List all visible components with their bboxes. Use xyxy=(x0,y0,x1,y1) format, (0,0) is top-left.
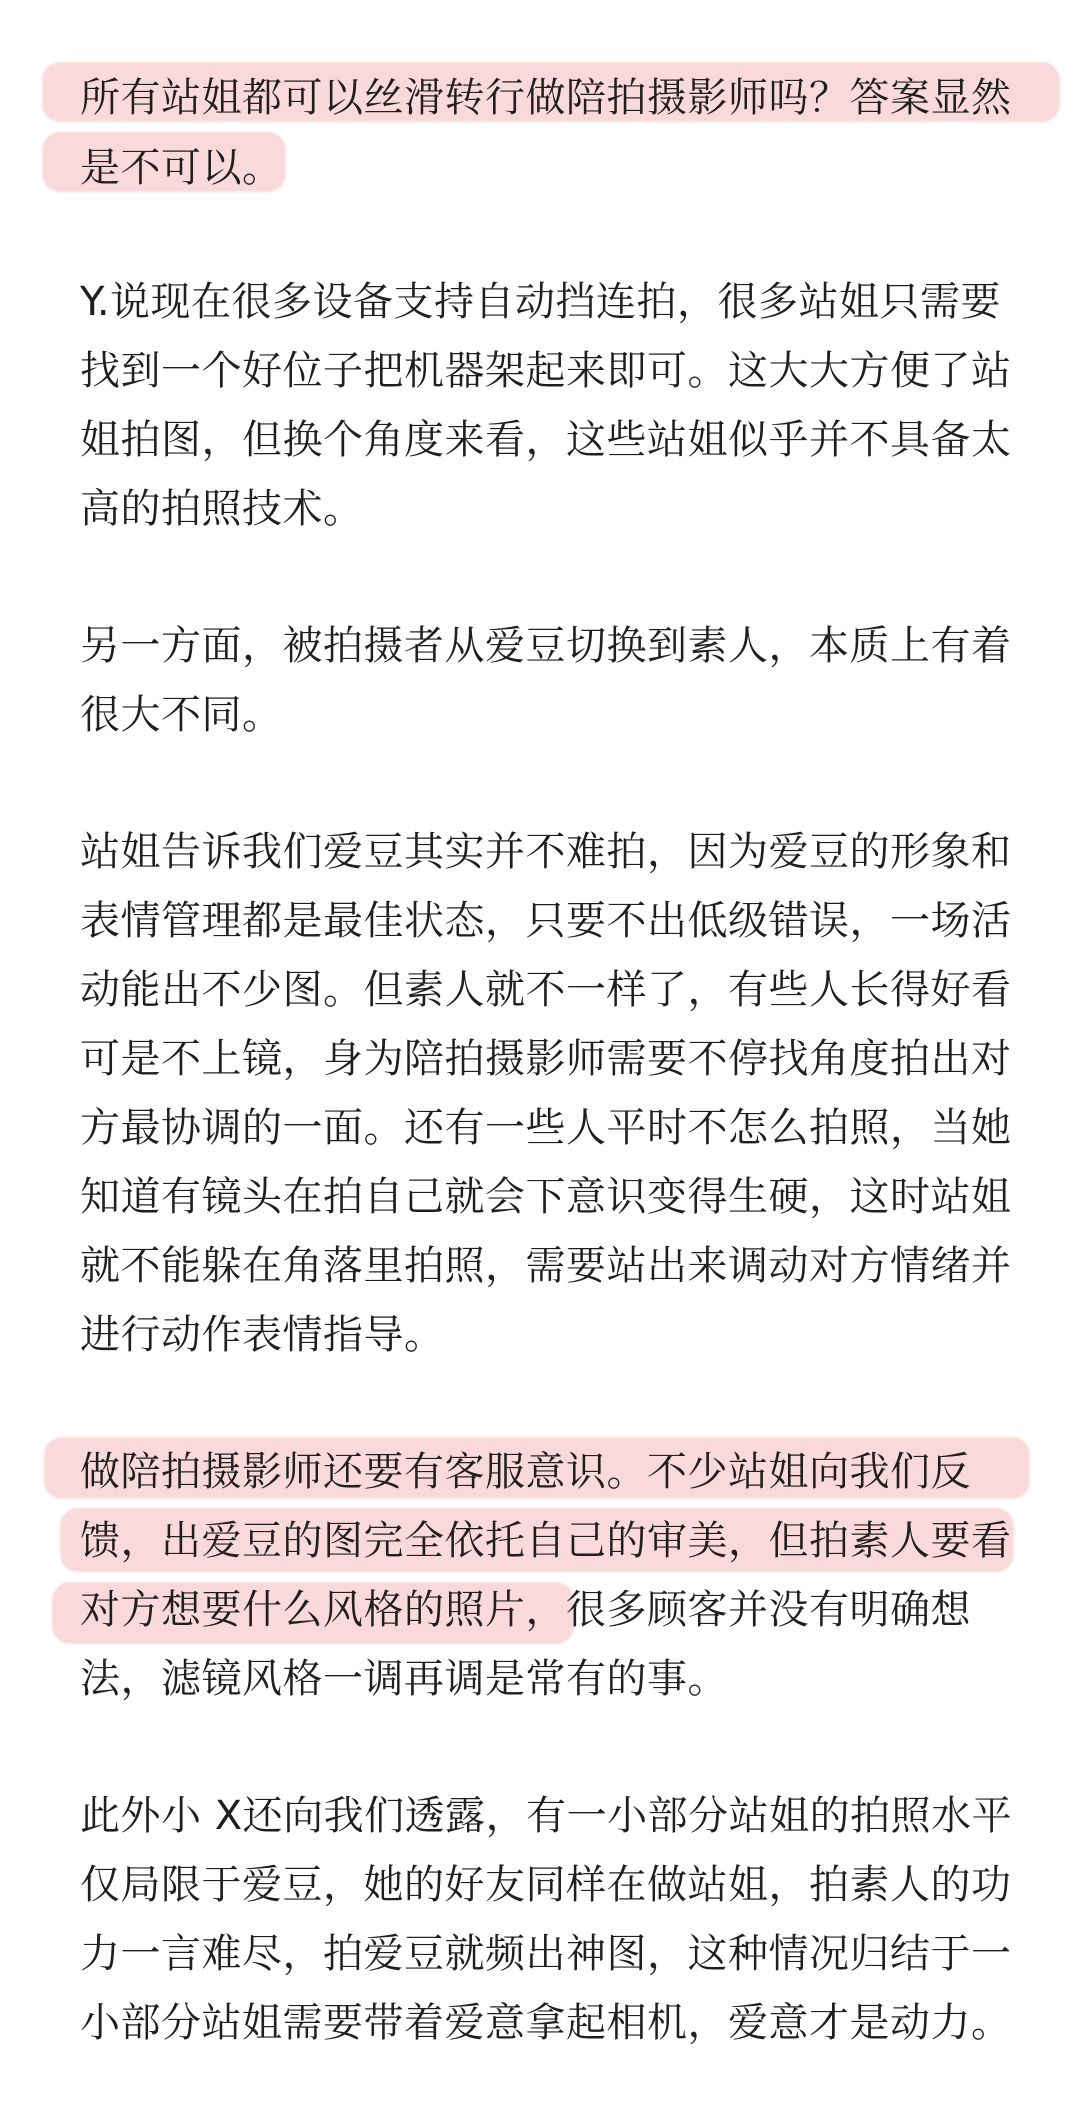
text-line: 另一方面，被拍摄者从爱豆切换到素人，本质上有着 xyxy=(80,623,1012,669)
text-line: 姐拍图，但换个角度来看，这些站姐似乎并不具备太 xyxy=(80,417,1012,463)
text-line: 所有站姐都可以丝滑转行做陪拍摄影师吗？答案显然 xyxy=(80,75,1012,121)
text-line: 仅局限于爱豆，她的好友同样在做站姐，拍素人的功 xyxy=(80,1862,1012,1908)
text-line: 法，滤镜风格一调再调是常有的事。 xyxy=(80,1656,728,1702)
text-line: 站姐告诉我们爱豆其实并不难拍，因为爱豆的形象和 xyxy=(80,829,1012,875)
text-line: 方最协调的一面。还有一些人平时不怎么拍照，当她 xyxy=(80,1105,1012,1151)
text-line: 此外小 X还向我们透露，有一小部分站姐的拍照水平 xyxy=(80,1793,1013,1839)
text-line: 小部分站姐需要带着爱意拿起相机，爱意才是动力。 xyxy=(80,2000,1012,2046)
text-line: 馈，出爱豆的图完全依托自己的审美，但拍素人要看 xyxy=(80,1518,1012,1564)
text-line: 找到一个好位子把机器架起来即可。这大大方便了站 xyxy=(80,348,1012,394)
text-line: 进行动作表情指导。 xyxy=(80,1312,445,1358)
text-line: 力一言难尽，拍爱豆就频出神图，这种情况归结于一 xyxy=(80,1931,1012,1977)
text-line: 可是不上镜，身为陪拍摄影师需要不停找角度拍出对 xyxy=(80,1036,1012,1082)
text-line: 高的拍照技术。 xyxy=(80,486,364,532)
text-line: 知道有镜头在拍自己就会下意识变得生硬，这时站姐 xyxy=(80,1174,1012,1220)
text-line: Y.说现在很多设备支持自动挡连拍，很多站姐只需要 xyxy=(80,279,1002,325)
text-line: 很大不同。 xyxy=(80,692,283,738)
text-line: 是不可以。 xyxy=(80,145,283,191)
text-line: 表情管理都是最佳状态，只要不出低级错误，一场活 xyxy=(80,898,1012,944)
text-line: 对方想要什么风格的照片，很多顾客并没有明确想 xyxy=(80,1587,971,1633)
text-line: 做陪拍摄影师还要有客服意识。不少站姐向我们反 xyxy=(80,1449,971,1495)
text-line: 动能出不少图。但素人就不一样了，有些人长得好看 xyxy=(80,967,1012,1013)
text-line: 就不能躲在角落里拍照，需要站出来调动对方情绪并 xyxy=(80,1243,1012,1289)
